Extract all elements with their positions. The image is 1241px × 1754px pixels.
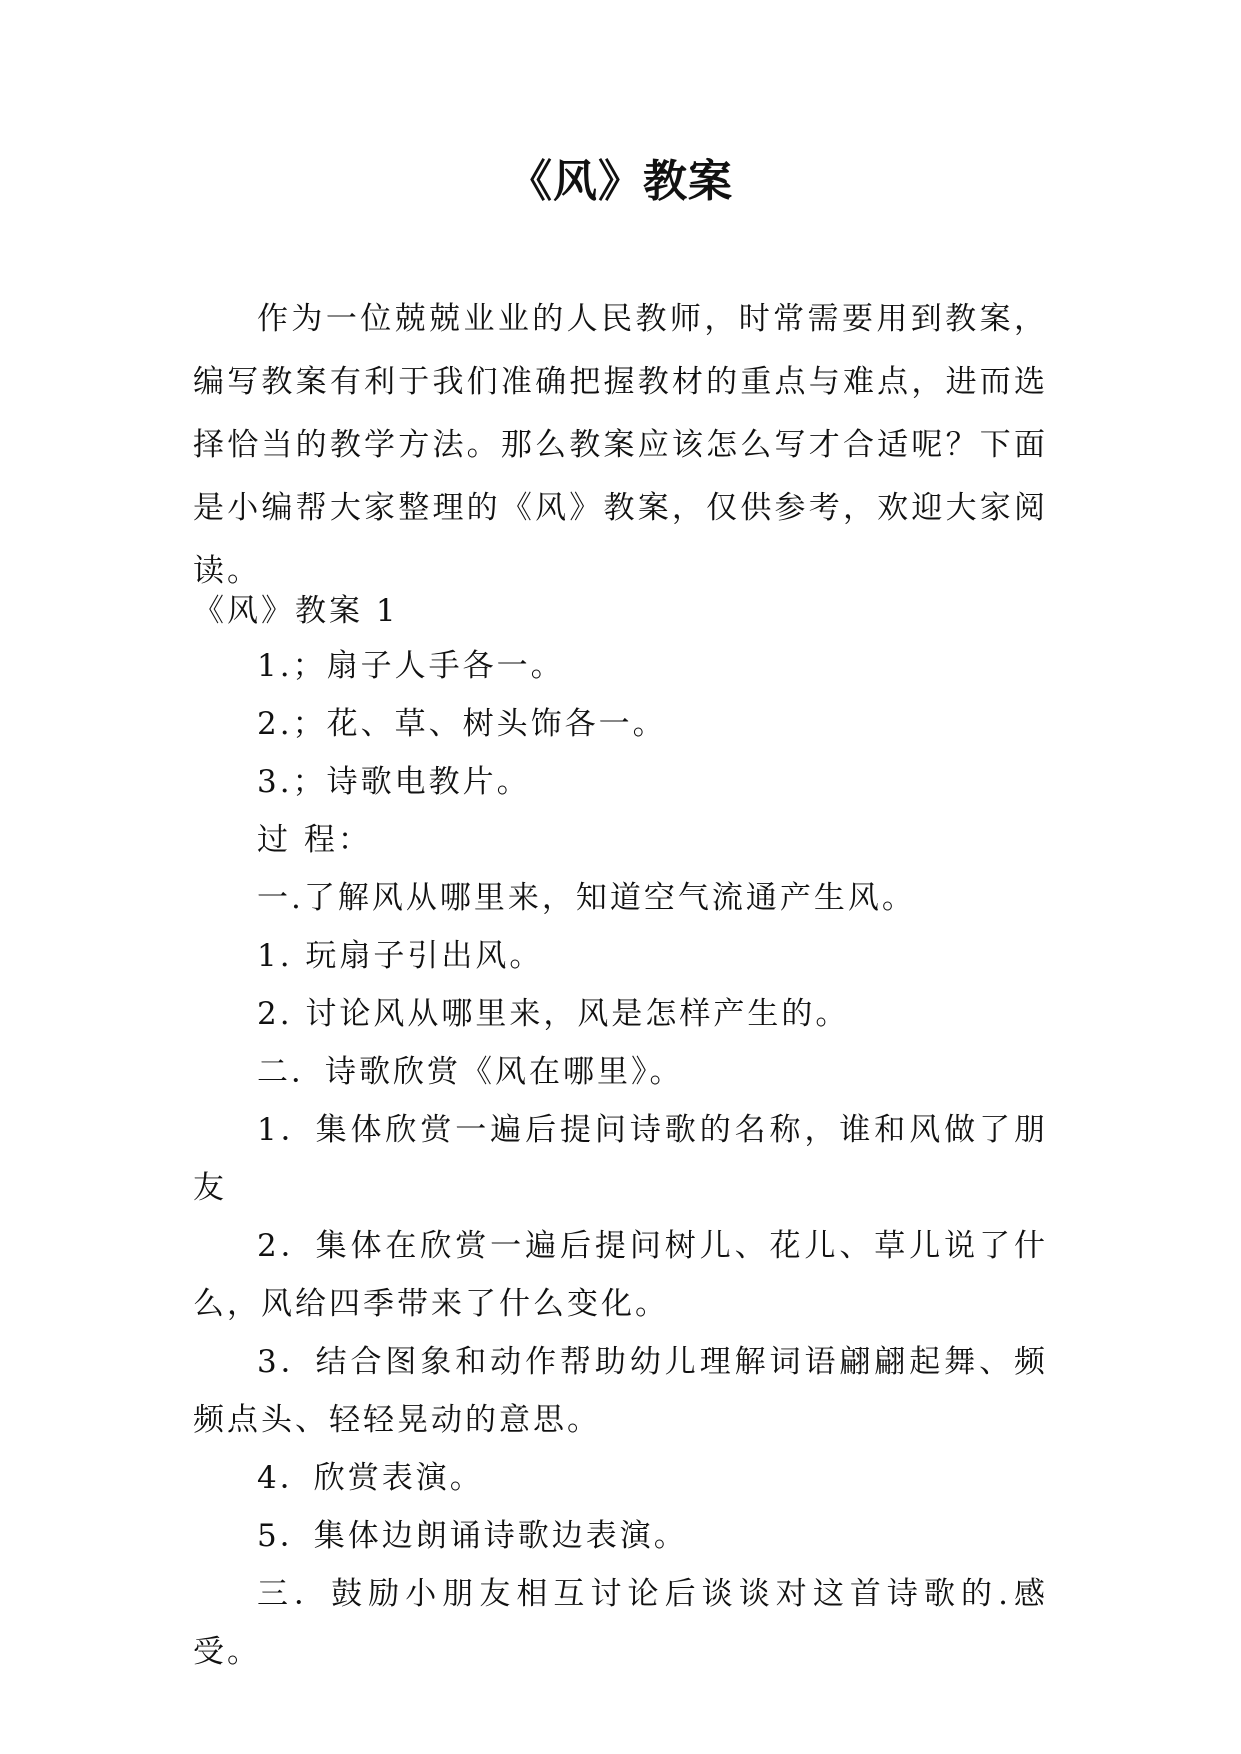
step-two-heading: 二．诗歌欣赏《风在哪里》。 [257, 1054, 684, 1090]
step-two-item-1: 1．集体欣赏一遍后提问诗歌的名称，谁和风做了朋友 [193, 1112, 1048, 1206]
step-two-item-5: 5．集体边朗诵诗歌边表演。 [257, 1518, 688, 1554]
process-heading: 过 程： [257, 822, 372, 858]
lesson-plan-body [193, 637, 1048, 1681]
materials-item-3: 3.；诗歌电教片。 [257, 764, 531, 800]
step-three-heading: 三．鼓励小朋友相互讨论后谈谈对这首诗歌的.感受。 [193, 1576, 1048, 1670]
step-two-item-4: 4．欣赏表演。 [257, 1460, 484, 1496]
step-one-item-1: 1. 玩扇子引出风。 [257, 938, 544, 974]
materials-item-2: 2.；花、草、树头饰各一。 [257, 706, 667, 742]
intro-paragraph: 作为一位兢兢业业的人民教师，时常需要用到教案，编写教案有利于我们准确把握教材的重点与难点，进而选择恰当的教学方法。那么教案应该怎么写才合适呢？下面是小编帮大家整理的《风》教案，仅供参考，欢迎大家阅读。 [193, 301, 1048, 589]
step-one-heading: 一.了解风从哪里来，知道空气流通产生风。 [257, 880, 916, 916]
step-two-item-2: 2．集体在欣赏一遍后提问树儿、花儿、草儿说了什么，风给四季带来了什么变化。 [193, 1228, 1048, 1322]
step-one-item-2: 2. 讨论风从哪里来，风是怎样产生的。 [257, 996, 850, 1032]
materials-item-1: 1.；扇子人手各一。 [257, 648, 565, 684]
section-heading: 《风》教案 1 [193, 593, 399, 629]
step-two-item-3: 3．结合图象和动作帮助幼儿理解词语翩翩起舞、频频点头、轻轻晃动的意思。 [193, 1344, 1048, 1438]
document-title: 《风》教案 [508, 156, 733, 207]
